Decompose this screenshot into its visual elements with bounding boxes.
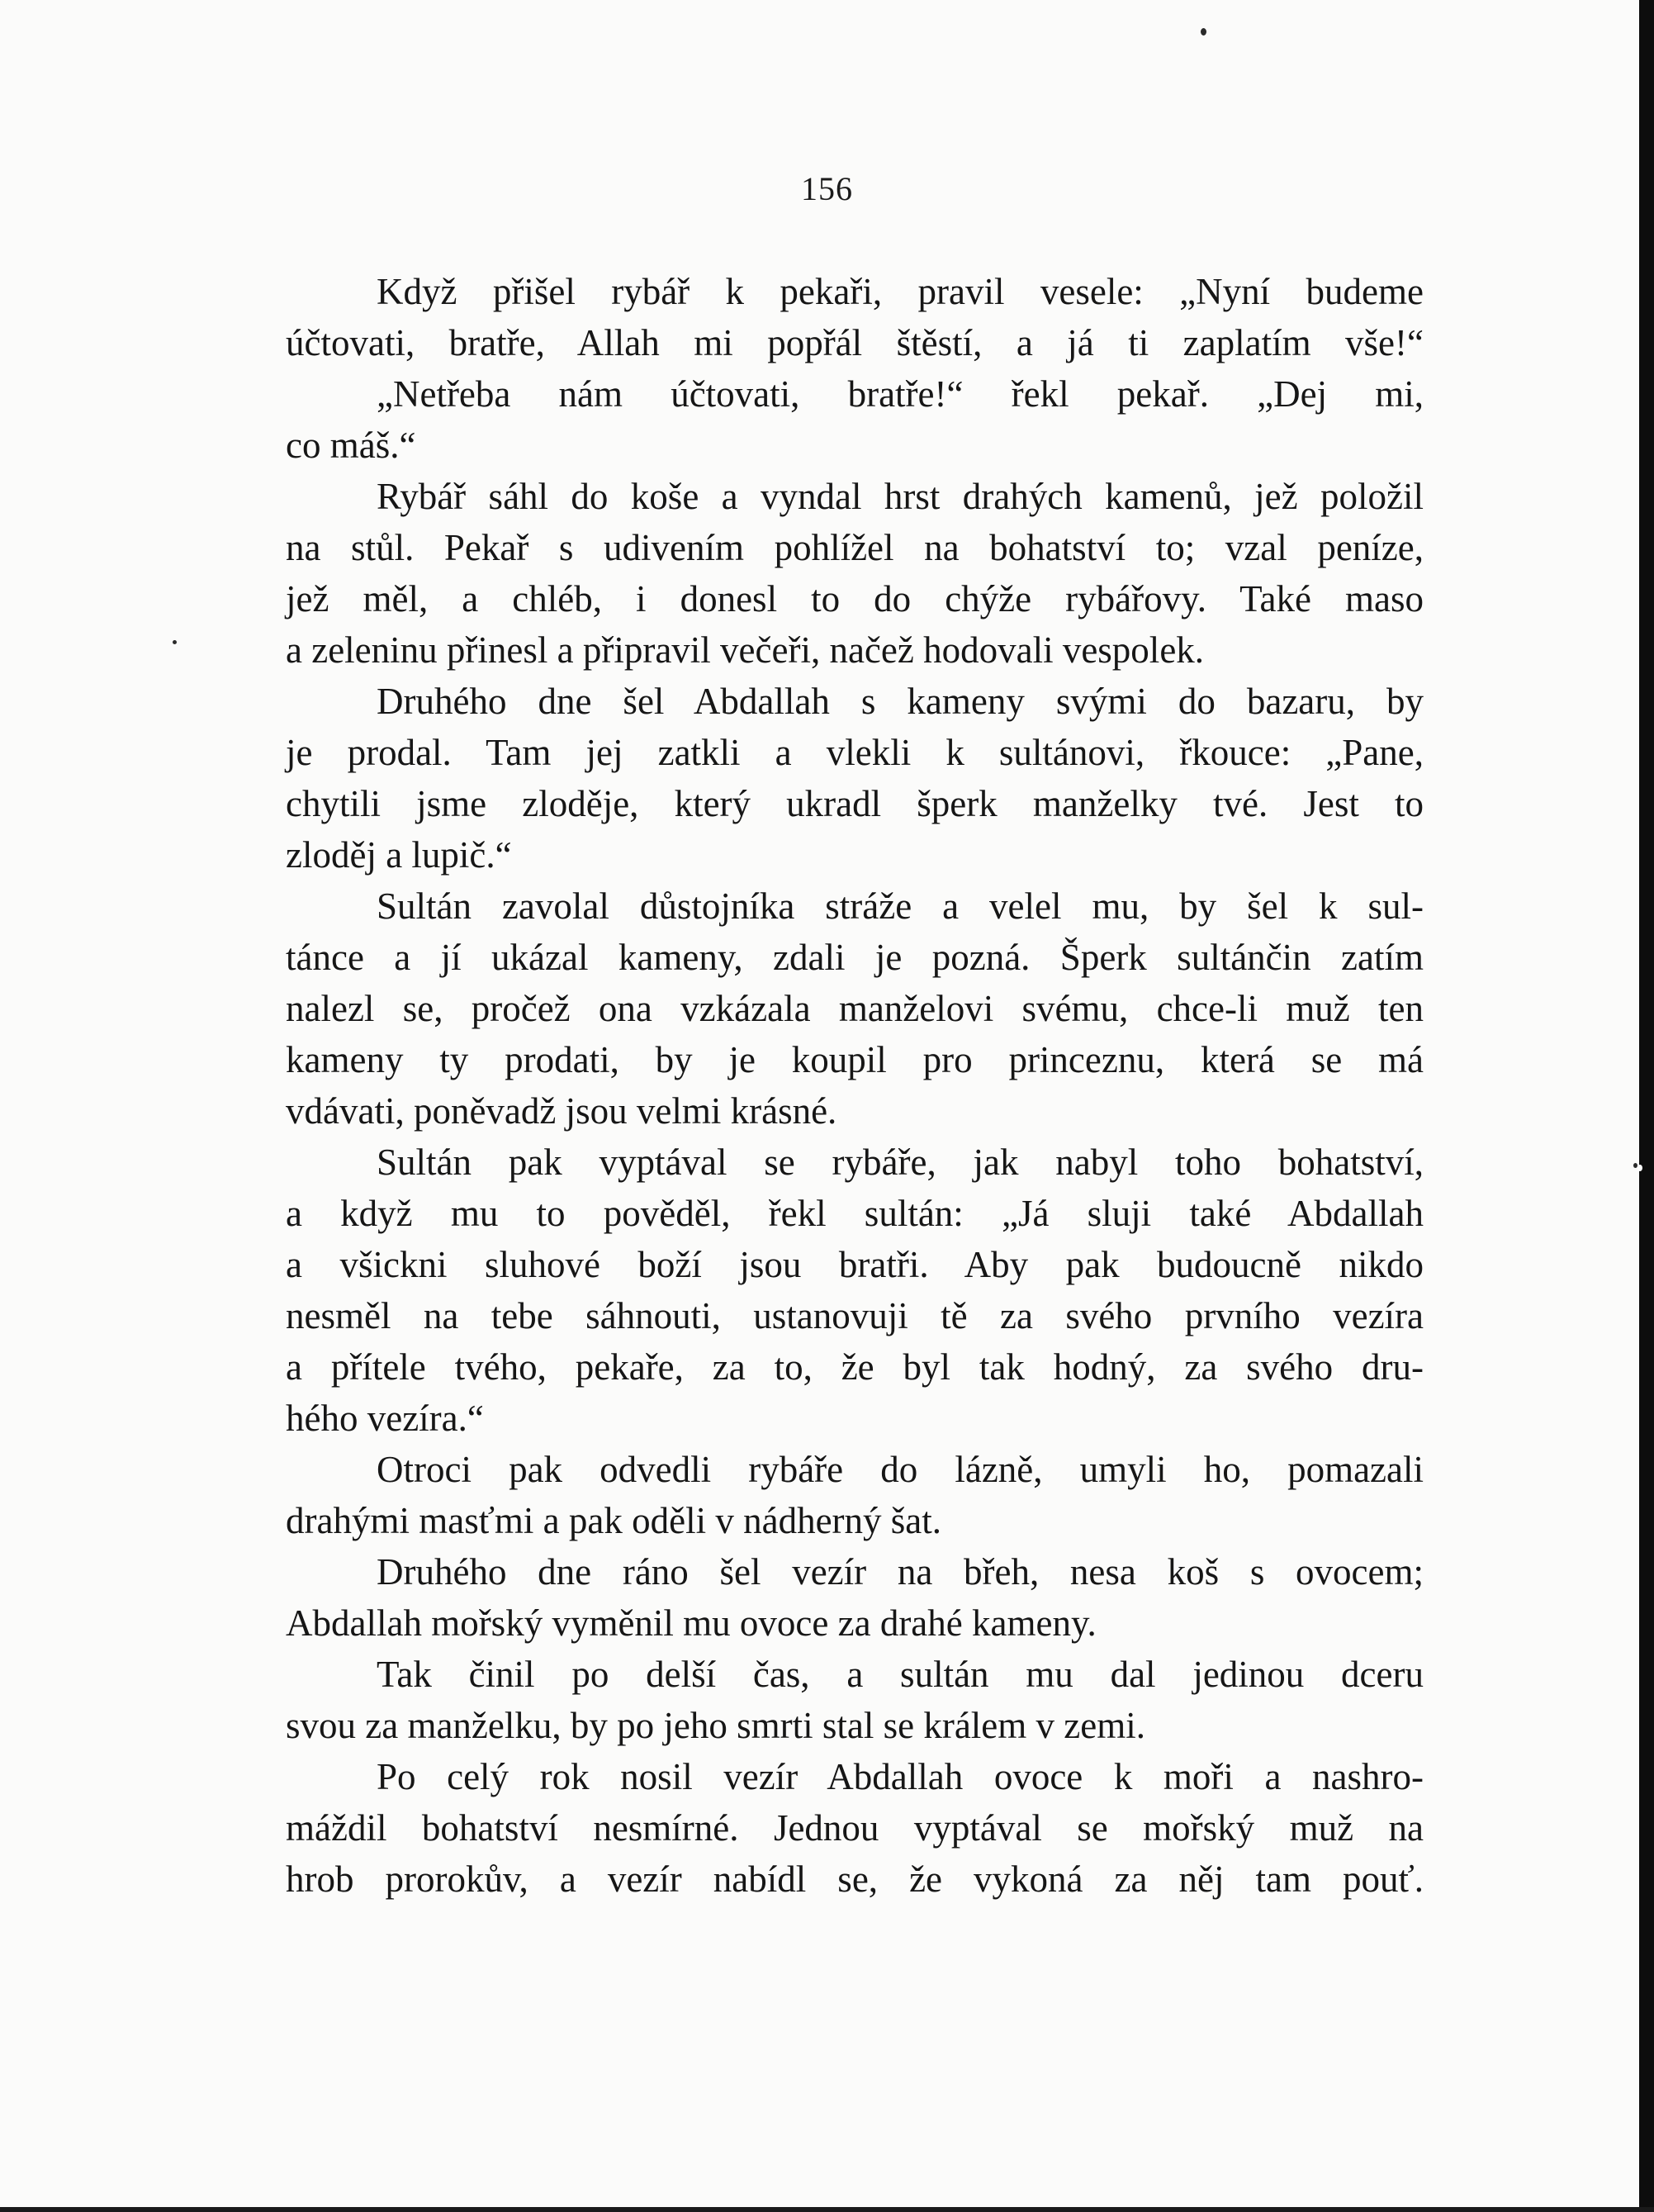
text-line: tánce a jí ukázal kameny, zdali je pozná. Šperk sultánčin zatím [286,937,1424,978]
text-line: hrob prorokův, a vezír nabídl se, že vykoná za něj tam pouť. [286,1858,1424,1900]
text-line: a když mu to pověděl, řekl sultán: „Já sluji také Abdallah [286,1193,1424,1234]
text-line: nesměl na tebe sáhnouti, ustanovuji tě za svého prvního vezíra [286,1295,1424,1336]
text-line: Druhého dne ráno šel vezír na břeh, nesa koš s ovocem; [377,1551,1424,1593]
text-line: je prodal. Tam jej zatkli a vlekli k sultánovi, řkouce: „Pane, [286,732,1424,773]
text-line: drahými masťmi a pak oděli v nádherný šat. [286,1500,942,1541]
text-line: Když přišel rybář k pekaři, pravil vesele: „Nyní budeme [377,271,1424,312]
text-line: Abdallah mořský vyměnil mu ovoce za drahé kameny. [286,1602,1097,1644]
text-line: hého vezíra.“ [286,1398,484,1439]
text-line: a přítele tvého, pekaře, za to, že byl tak hodný, za svého dru- [286,1346,1424,1388]
dust-speck [173,640,177,644]
text-line: Po celý rok nosil vezír Abdallah ovoce k moři a nashro- [377,1756,1424,1797]
dust-speck [1637,1165,1642,1171]
text-line: máždil bohatství nesmírné. Jednou vyptával se mořský muž na [286,1807,1424,1849]
text-line: a zeleninu přinesl a připravil večeři, načež hodovali vespolek. [286,629,1205,671]
text-line: nalezl se, pročež ona vzkázala manželovi svému, chce-li muž ten [286,988,1424,1029]
dust-speck [1633,1163,1637,1168]
text-line: zloděj a lupič.“ [286,834,512,876]
text-line: „Netřeba nám účtovati, bratře!“ řekl pekař. „Dej mi, [377,373,1424,415]
text-line: chytili jsme zloděje, který ukradl šperk manželky tvé. Jest to [286,783,1424,824]
text-line: Sultán pak vyptával se rybáře, jak nabyl toho bohatství, [377,1142,1424,1183]
text-line: na stůl. Pekař s udivením pohlížel na bohatství to; vzal peníze, [286,527,1424,568]
body-text [286,266,1424,1905]
text-line: vdávati, poněvadž jsou velmi krásné. [286,1090,837,1132]
scan-right-border [1639,0,1654,2212]
text-line: Tak činil po delší čas, a sultán mu dal jedinou dceru [377,1654,1424,1695]
text-line: a všickni sluhové boží jsou bratři. Aby pak budoucně nikdo [286,1244,1424,1285]
text-line: Rybář sáhl do koše a vyndal hrst drahých kamenů, jež položil [377,476,1424,517]
dust-speck [1201,28,1206,36]
text-line: Otroci pak odvedli rybáře do lázně, umyli ho, pomazali [377,1449,1424,1490]
text-line: Druhého dne šel Abdallah s kameny svými do bazaru, by [377,681,1424,722]
text-line: kameny ty prodati, by je koupil pro princeznu, která se má [286,1039,1424,1080]
text-line: co máš.“ [286,425,416,466]
page-number: 156 [801,170,853,207]
text-line: účtovati, bratře, Allah mi popřál štěstí, a já ti zaplatím vše!“ [286,322,1424,363]
scan-bottom-border [0,2207,1654,2212]
text-line: Sultán zavolal důstojníka stráže a velel mu, by šel k sul- [377,885,1424,927]
text-line: jež měl, a chléb, i donesl to do chýže rybářovy. Také maso [286,578,1424,619]
text-line: svou za manželku, by po jeho smrti stal se králem v zemi. [286,1705,1145,1746]
